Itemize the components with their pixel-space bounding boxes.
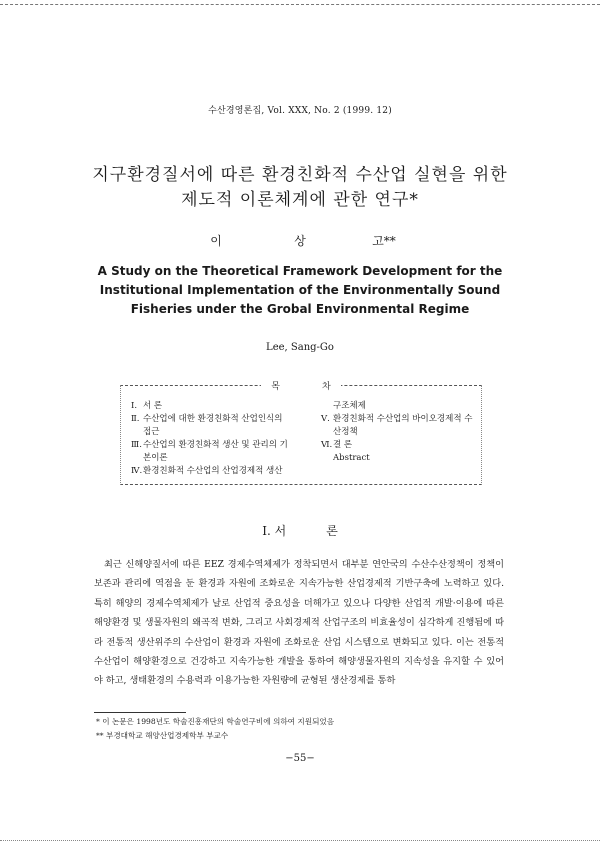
table-of-contents (120, 382, 482, 485)
footnote: * 이 논문은 1998년도 학술진흥재단의 학술연구비에 의하여 지원되었음 (96, 717, 335, 726)
body-text (94, 555, 504, 691)
toc-entry-continued: 접근 (143, 427, 160, 437)
author-syllable: 상 (294, 234, 306, 248)
english-title-line-3: Fisheries under the Grobal Environmental Regime (130, 302, 470, 316)
english-title-line-2: Institutional Implementation of the Environmentally Sound (99, 283, 501, 297)
toc-entry: Ⅵ.결 론 (321, 440, 353, 450)
toc-right-column (321, 400, 471, 465)
footnote: ** 부경대학교 해양산업경제학부 부교수 (96, 731, 229, 740)
toc-entry: Abstract (333, 453, 370, 463)
toc-left-column (131, 400, 306, 478)
body-paragraph: 최근 신해양질서에 따른 EEZ 경제수역체제가 정착되면서 대부분 연안국의 수산수산정책이 정책이 보존과 관리에 역점을 둔 환경과 자원에 조화로운 지속가능한 산업경제적 기반구축에 노력하고 있다. 특히 해양의 경제수역체제가 날로 산업적 중요성을 더해가고 있으나 다양한 산업적 개발·이용에 따른 해양환경 및 생물자원의 왜곡적 변화, 그리고 사회경제적 산업구조의 비효율성이 심각하게 진행됨에 따라 전통적 생산위주의 수산업이 환경과 자원에 조화로운 산업 시스템으로 변화되고 있다. 이는 전통적 수산업이 해양환경으로 건강하고 지속가능한 개발을 통하여 해양생물자원의 지속성을 유지할 수 있어야 하고, 생태환경의 수용력과 이용가능한 자원량에 균형된 생산경제를 통하 (94, 559, 504, 687)
toc-entry-continued: 구조체제 (333, 401, 366, 411)
toc-entry: Ⅲ.수산업의 환경친화적 생산 및 관리의 기 (131, 440, 288, 450)
korean-title-line-2: 제도적 이론체계에 관한 연구* (181, 190, 419, 210)
page-edge-bottom (0, 840, 600, 842)
toc-entry: Ⅴ. 환경친화적 수산업의 바이오경제적 수 (321, 414, 473, 424)
korean-title-line-1: 지구환경질서에 따른 환경친화적 수산업 실현을 위한 (92, 165, 508, 185)
author-syllable: 이 (210, 234, 222, 248)
toc-entry-continued: 본이론 (143, 453, 168, 463)
toc-entry: Ⅰ. 서 론 (131, 401, 163, 411)
toc-entry: Ⅱ. 수산업에 대한 환경친화적 산업인식의 (131, 414, 283, 424)
english-title-line-1: A Study on the Theoretical Framework Development for the (97, 264, 503, 278)
journal-citation: 수산경영론집, Vol. XXX, No. 2 (1999. 12) (208, 106, 392, 116)
footnote-rule (94, 712, 186, 713)
korean-author (0, 232, 600, 249)
section-heading: Ⅰ. 서 론 (262, 524, 338, 538)
author-syllable: 고** (372, 234, 396, 248)
toc-entry: Ⅳ.환경친화적 수산업의 산업경제적 생산 (131, 466, 283, 476)
page-number: −55− (285, 753, 315, 764)
toc-entry-continued: 산정책 (333, 427, 358, 437)
english-author: Lee, Sang-Go (266, 342, 334, 353)
toc-heading: 목 차 (121, 379, 481, 392)
page-edge-top (0, 0, 600, 5)
